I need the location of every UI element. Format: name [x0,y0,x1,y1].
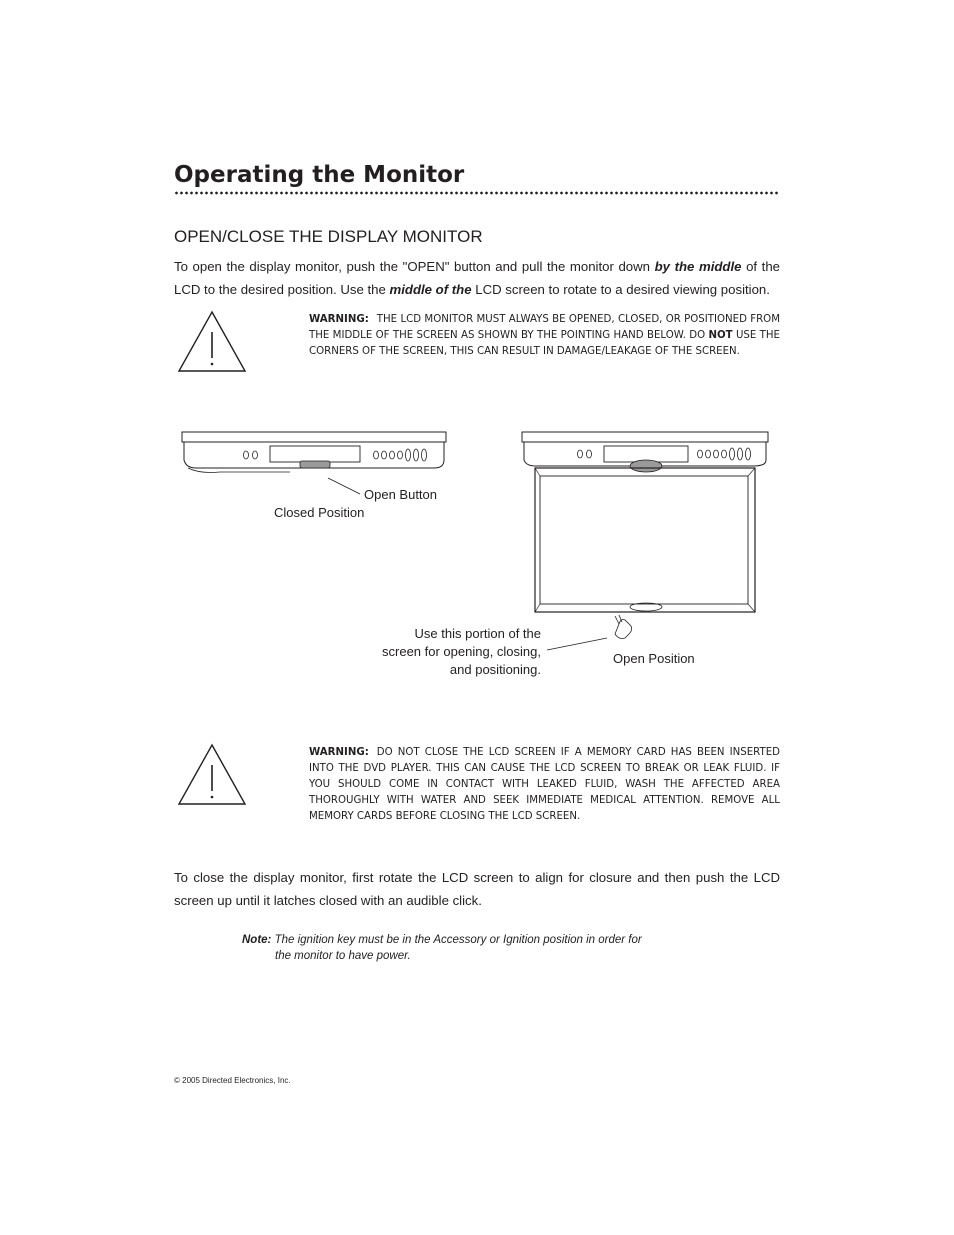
intro-paragraph [174,255,780,301]
hint-line-1: Use this portion of the [414,626,541,641]
section-heading: OPEN/CLOSE THE DISPLAY MONITOR [174,227,483,246]
open-monitor-illustration [520,430,772,620]
intro-text-2: of the LCD to the desired position. Use the [174,259,781,297]
note-line-1: The ignition key must be in the Accessory or Ignition position in order for [274,934,642,946]
pointing-hand-icon [545,612,635,654]
warning-1-not: NOT [708,330,733,341]
note [242,932,702,964]
open-button-label: Open Button [364,487,437,502]
warning-1-label: WARNING: [309,314,369,325]
warning-1-body-a: THE LCD MONITOR MUST ALWAYS BE OPENED, CLOSED, OR POSITIONED FROM THE MIDDLE OF THE SCREEN AS SHOWN BY THE POINTING HAND BELOW. DO [309,314,780,341]
positioning-hint [360,625,541,679]
footer-copyright: © 2005 Directed Electronics, Inc. [174,1076,291,1085]
title-dotted-rule [174,191,780,195]
closed-position-label: Closed Position [274,505,365,520]
intro-text-3: LCD screen to rotate to a desired viewing position. [471,282,770,297]
hint-line-3: and positioning. [449,662,541,677]
warning-triangle-icon [177,743,247,807]
intro-emphasis-2: middle of the [389,282,472,297]
warning-2-body: DO NOT CLOSE THE LCD SCREEN IF A MEMORY CARD HAS BEEN INSERTED INTO THE DVD PLAYER. THIS CAN CAUSE THE LCD SCREEN TO BREAK OR LEAK FLUID. IF YOU SHOULD COME IN CONTACT WITH LEAKED FLUID, WASH THE AFFECTED AREA THOROUGHLY WITH WATER AND SEEK IMMEDIATE MEDICAL ATTENTION. REMOVE ALL MEMORY CARDS BEFORE CLOSING THE LCD SCREEN. [309,747,780,822]
warning-2-text [309,745,780,825]
hint-line-2: screen for opening, closing, [382,644,541,659]
close-paragraph: To close the display monitor, first rotate the LCD screen to align for closure and then push the LCD screen up until it latches closed with an audible click. [174,870,780,908]
page-title: Operating the Monitor [174,162,465,188]
warning-1-text [309,312,780,360]
warning-triangle-icon [177,310,247,374]
note-label: Note: [242,934,272,946]
closed-monitor-illustration [180,430,450,480]
open-position-label: Open Position [613,651,695,666]
note-line-2: the monitor to have power. [275,950,411,962]
warning-2-label: WARNING: [309,747,369,758]
intro-emphasis-1: by the middle [654,259,742,274]
warning-1-body-b: USE THE CORNERS OF THE SCREEN, THIS CAN RESULT IN DAMAGE/LEAKAGE OF THE SCREEN. [309,330,780,357]
intro-text-1: To open the display monitor, push the "OPEN" button and pull the monitor down [174,259,655,274]
